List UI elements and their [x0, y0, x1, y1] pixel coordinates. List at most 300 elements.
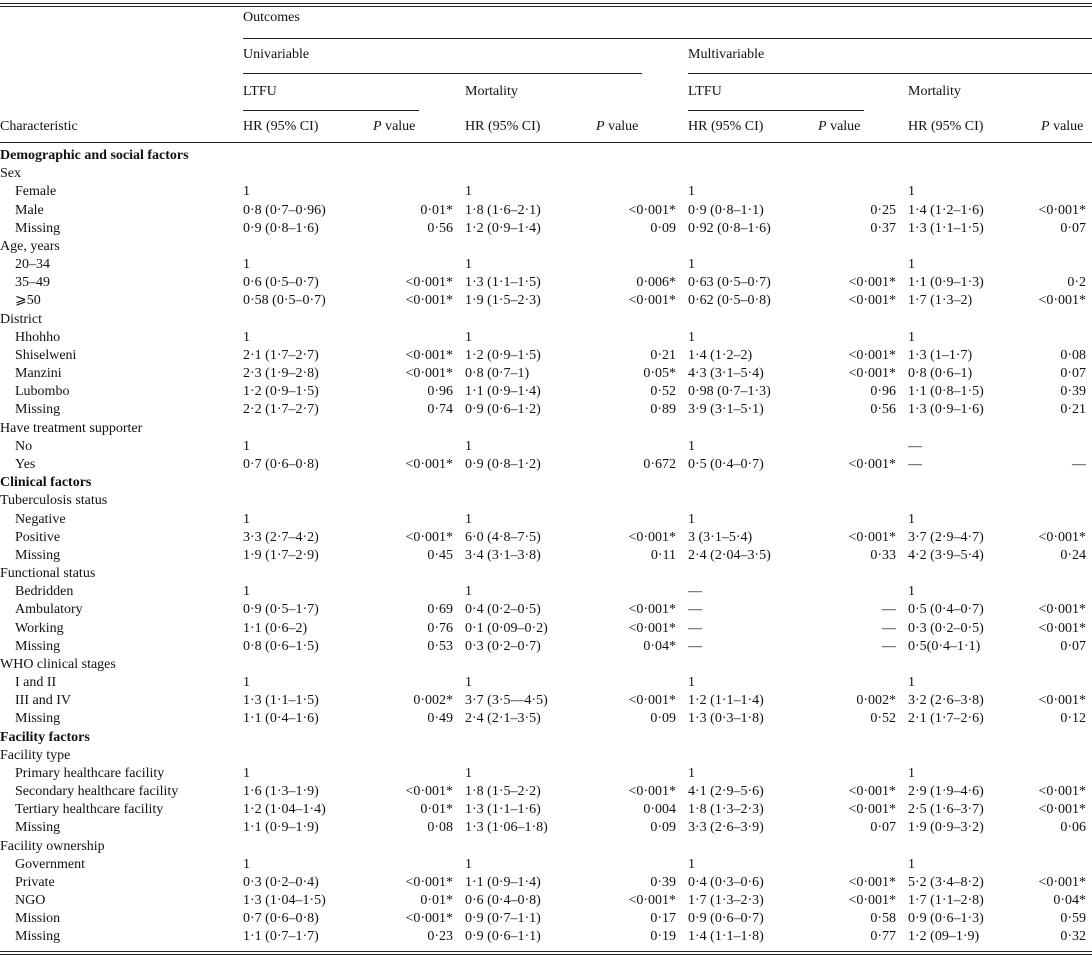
p-value-cell: <0·001*	[848, 874, 896, 890]
hr-ci-cell	[243, 420, 361, 438]
p-value-cell: <0·001*	[848, 275, 896, 291]
hr-ci-cell: —	[688, 620, 702, 636]
table-row	[0, 583, 1092, 601]
hr-ci-cell	[908, 147, 1034, 165]
p-value-cell	[804, 238, 908, 256]
hr-ci-cell: 0·9 (0·6–0·7)	[688, 911, 764, 927]
p-letter: P	[373, 119, 382, 134]
p-value-cell	[804, 729, 908, 747]
hr-ci-cell: 1·7 (1·3–2·3)	[688, 893, 764, 909]
hr-ci-cell: 0·8 (0·7–1)	[465, 366, 530, 382]
p-value-cell: <0·001*	[1038, 620, 1086, 636]
univariable-rule	[243, 73, 642, 74]
row-label: Hhohho	[15, 329, 61, 345]
hr-ci-cell: 1·4 (1·1–1·8)	[688, 929, 764, 945]
group-label: WHO clinical stages	[0, 656, 116, 672]
p-value-cell	[585, 674, 688, 692]
p-value-cell: —	[882, 638, 896, 654]
header-characteristic: Characteristic	[0, 119, 78, 134]
row-label: Missing	[15, 402, 61, 418]
hr-ci-cell: 6·0 (4·8–7·5)	[465, 529, 541, 545]
hr-ci-cell	[465, 147, 585, 165]
table-row	[0, 274, 1092, 292]
p-value-cell	[361, 438, 465, 456]
header-hr-2: HR (95% CI)	[465, 119, 541, 134]
p-value-cell	[585, 147, 688, 165]
p-value-cell: 0·07	[1060, 366, 1086, 382]
hr-ci-cell	[465, 165, 585, 183]
hr-ci-cell	[465, 838, 585, 856]
hr-ci-cell: 1	[688, 329, 695, 345]
p-value-cell	[585, 238, 688, 256]
hr-ci-cell: 0·3 (0·2–0·7)	[465, 638, 541, 654]
hr-ci-cell: 0·4 (0·2–0·5)	[465, 602, 541, 618]
row-label: Female	[15, 184, 57, 200]
table-row	[0, 765, 1092, 783]
hr-ci-cell: 1·3 (1·04–1·5)	[243, 893, 326, 909]
hr-ci-cell	[908, 656, 1034, 674]
section-label: Facility factors	[0, 729, 90, 745]
table-row	[0, 619, 1092, 637]
hr-ci-cell: 1	[908, 511, 915, 527]
p-value-cell	[361, 656, 465, 674]
row-label: Manzini	[15, 366, 62, 382]
p-value-cell	[361, 583, 465, 601]
p-value-cell	[804, 656, 908, 674]
hr-ci-cell: 0·6 (0·4–0·8)	[465, 893, 541, 909]
hr-ci-cell: 0·9 (0·8–1·6)	[243, 220, 319, 236]
hr-ci-cell: 2·3 (1·9–2·8)	[243, 366, 319, 382]
hr-ci-cell: 1	[465, 184, 472, 200]
p-value-cell: 0·56	[427, 220, 453, 236]
p-value-cell	[585, 474, 688, 492]
header-hr-3: HR (95% CI)	[688, 119, 764, 134]
hr-ci-cell: —	[688, 638, 702, 654]
hr-ci-cell: —	[908, 457, 922, 472]
p-value-cell	[1034, 256, 1092, 274]
hr-ci-cell: —	[688, 602, 702, 618]
hr-ci-cell: 1	[243, 511, 250, 527]
row-label: Private	[15, 874, 55, 890]
p-value-cell: <0·001*	[628, 620, 676, 636]
hr-ci-cell	[243, 729, 361, 747]
p-value-cell	[585, 729, 688, 747]
p-value-cell: <0·001*	[848, 457, 896, 472]
p-value-cell: 0·49	[427, 711, 453, 727]
p-value-cell	[361, 165, 465, 183]
p-value-cell: 0·04*	[1053, 893, 1086, 909]
hr-ci-cell: 1·8 (1·3–2·3)	[688, 802, 764, 818]
p-value-cell	[804, 565, 908, 583]
hr-ci-cell: 1	[465, 257, 472, 273]
p-value-cell: 0·23	[427, 929, 453, 945]
table-row	[0, 365, 1092, 383]
p-value-cell: 0·52	[650, 384, 676, 400]
hr-ci-cell: 1	[465, 856, 472, 872]
header-uni-mortality: Mortality	[465, 84, 518, 99]
top-rule-2	[0, 6, 1092, 7]
row-label: Bedridden	[15, 584, 74, 600]
row-label: NGO	[15, 893, 46, 909]
p-value-cell	[361, 256, 465, 274]
p-value-cell: 0·12	[1060, 711, 1086, 727]
group-row	[0, 492, 1092, 510]
row-label: Positive	[15, 529, 61, 545]
hr-ci-cell: 0·98 (0·7–1·3)	[688, 384, 771, 400]
p-value-cell: 0·74	[427, 402, 453, 418]
p-value-cell	[804, 856, 908, 874]
p-value-cell: <0·001*	[848, 347, 896, 363]
table-row	[0, 692, 1092, 710]
row-label: Tertiary healthcare facility	[15, 802, 164, 818]
p-value-cell	[361, 420, 465, 438]
hr-ci-cell: 1	[465, 765, 472, 781]
p-value-cell: <0·001*	[405, 784, 453, 800]
p-value-cell	[1034, 838, 1092, 856]
p-value-cell	[804, 329, 908, 347]
hr-ci-cell	[243, 656, 361, 674]
group-label: Facility ownership	[0, 838, 105, 854]
p-value-cell	[585, 183, 688, 201]
top-rule-1	[0, 3, 1092, 4]
p-value-cell: 0·11	[650, 547, 676, 563]
p-value-cell	[1034, 747, 1092, 765]
p-value-cell	[361, 565, 465, 583]
group-row	[0, 656, 1092, 674]
hr-ci-cell: 1	[688, 257, 695, 273]
p-value-cell: 0·09	[650, 220, 676, 236]
hr-ci-cell: 1	[688, 438, 695, 454]
hr-ci-cell: 0·4 (0·3–0·6)	[688, 874, 764, 890]
hr-ci-cell: 1	[243, 184, 250, 200]
hr-ci-cell: 1·1 (0·6–2)	[243, 620, 308, 636]
hr-ci-cell	[243, 492, 361, 510]
table-row	[0, 928, 1092, 946]
p-value-cell	[804, 747, 908, 765]
hr-ci-cell: 1	[908, 257, 915, 273]
p-value-cell	[585, 420, 688, 438]
hr-ci-cell: 0·9 (0·8–1·2)	[465, 457, 541, 472]
p-value-cell	[585, 565, 688, 583]
row-label: Lubombo	[15, 384, 70, 400]
p-value-cell: <0·001*	[405, 293, 453, 309]
p-value-cell: 0·08	[427, 820, 453, 836]
p-value-cell: 0·96	[870, 384, 896, 400]
p-value-cell: 0·19	[650, 929, 676, 945]
p-value-word: value	[381, 119, 416, 134]
row-label: Yes	[15, 457, 36, 472]
p-value-cell: <0·001*	[628, 529, 676, 545]
hr-ci-cell: 0·58 (0·5–0·7)	[243, 293, 326, 309]
hr-ci-cell	[688, 238, 804, 256]
p-value-cell: <0·001*	[1038, 784, 1086, 800]
p-value-cell	[804, 583, 908, 601]
hr-ci-cell	[465, 492, 585, 510]
p-value-cell	[361, 856, 465, 874]
p-value-cell: <0·001*	[628, 602, 676, 618]
p-value-cell	[1034, 165, 1092, 183]
p-value-cell: <0·001*	[848, 293, 896, 309]
row-label: Government	[15, 856, 85, 872]
hr-ci-cell: 1	[908, 675, 915, 691]
hr-ci-cell: 0·6 (0·5–0·7)	[243, 275, 319, 291]
hr-ci-cell: 1·2 (09–1·9)	[908, 929, 980, 945]
p-value-cell: 0·01*	[420, 802, 453, 818]
table-row	[0, 438, 1092, 456]
hr-ci-cell: 1·3 (0·3–1·8)	[688, 711, 764, 727]
hr-ci-cell: 2·9 (1·9–4·6)	[908, 784, 984, 800]
p-value-cell	[1034, 583, 1092, 601]
hr-ci-cell	[243, 165, 361, 183]
hr-ci-cell: 1·2 (1·1–1·4)	[688, 693, 764, 709]
p-value-cell	[361, 510, 465, 528]
table-row	[0, 202, 1092, 220]
p-value-cell: <0·001*	[405, 457, 453, 472]
p-value-cell: <0·001*	[1038, 293, 1086, 309]
p-value-cell: <0·001*	[405, 529, 453, 545]
p-value-cell: 0·17	[650, 911, 676, 927]
p-value-cell: 0·25	[870, 202, 896, 218]
hr-ci-cell	[688, 656, 804, 674]
hr-ci-cell: 1	[243, 584, 250, 600]
hr-ci-cell: 1	[908, 765, 915, 781]
hr-ci-cell	[688, 838, 804, 856]
hr-ci-cell: 0·9 (0·8–1·1)	[688, 202, 764, 218]
hr-ci-cell: 1	[688, 675, 695, 691]
p-value-cell: <0·001*	[1038, 693, 1086, 709]
hr-ci-cell: 1	[688, 856, 695, 872]
hr-ci-cell: 1·3 (0·9–1·6)	[908, 402, 984, 418]
p-value-cell: <0·001*	[1038, 202, 1086, 218]
row-label: ⩾50	[15, 293, 41, 309]
p-value-cell	[361, 747, 465, 765]
hr-ci-cell: 1	[243, 257, 250, 273]
hr-ci-cell	[688, 565, 804, 583]
table-row	[0, 183, 1092, 201]
p-value-cell: <0·001*	[628, 693, 676, 709]
hr-ci-cell: 1	[243, 765, 250, 781]
p-value-cell: —	[882, 620, 896, 636]
p-value-cell	[585, 747, 688, 765]
p-value-cell: <0·001*	[405, 366, 453, 382]
hr-ci-cell: 0·7 (0·6–0·8)	[243, 911, 319, 927]
row-label: Mission	[15, 911, 61, 927]
hr-ci-cell: 1·2 (0·9–1·4)	[465, 220, 541, 236]
hr-ci-cell: 2·2 (1·7–2·7)	[243, 402, 319, 418]
hr-ci-cell: 1·2 (1·04–1·4)	[243, 802, 326, 818]
p-value-cell: 0·39	[1060, 384, 1086, 400]
hr-ci-cell: 0·1 (0·09–0·2)	[465, 620, 548, 636]
p-value-cell: <0·001*	[628, 784, 676, 800]
p-value-cell: 0·04*	[643, 638, 676, 654]
p-value-cell	[1034, 311, 1092, 329]
p-value-cell: 0·76	[427, 620, 453, 636]
p-value-cell	[804, 147, 908, 165]
p-value-cell: 0·21	[1060, 402, 1086, 418]
hr-ci-cell: 0·9 (0·5–1·7)	[243, 602, 319, 618]
p-value-cell: <0·001*	[848, 893, 896, 909]
header-multivariable: Multivariable	[688, 47, 765, 62]
hr-ci-cell	[688, 492, 804, 510]
row-label: Missing	[15, 929, 61, 945]
p-value-cell	[361, 765, 465, 783]
hr-ci-cell: 0·8 (0·6–1·5)	[243, 638, 319, 654]
p-value-cell	[361, 329, 465, 347]
p-value-cell	[361, 474, 465, 492]
row-label: Negative	[15, 511, 66, 527]
p-value-cell: 0·37	[870, 220, 896, 236]
hr-ci-cell: 0·8 (0·7–0·96)	[243, 202, 326, 218]
p-value-cell	[585, 656, 688, 674]
hr-ci-cell: 1	[243, 856, 250, 872]
p-value-cell	[1034, 183, 1092, 201]
header-uni-ltfu: LTFU	[243, 84, 277, 99]
p-value-cell	[585, 856, 688, 874]
hr-ci-cell: 1·3 (1·06–1·8)	[465, 820, 548, 836]
table-row	[0, 638, 1092, 656]
hr-ci-cell	[908, 492, 1034, 510]
hr-ci-cell: 1·4 (1·2–2)	[688, 347, 753, 363]
hr-ci-cell: 2·1 (1·7–2·6)	[908, 711, 984, 727]
p-value-cell: <0·001*	[848, 802, 896, 818]
hr-ci-cell: 1	[465, 675, 472, 691]
table-row	[0, 529, 1092, 547]
hr-ci-cell: 3·7 (2·9–4·7)	[908, 529, 984, 545]
p-value-cell	[804, 438, 908, 456]
p-value-word: value	[826, 119, 861, 134]
p-value-cell: <0·001*	[405, 347, 453, 363]
p-value-cell: 0·08	[1060, 347, 1086, 363]
hr-ci-cell	[688, 147, 804, 165]
hr-ci-cell	[908, 729, 1034, 747]
hr-ci-cell: 0·9 (0·6–1·2)	[465, 402, 541, 418]
p-value-cell	[585, 492, 688, 510]
hr-ci-cell: 0·9 (0·7–1·1)	[465, 911, 541, 927]
p-value-word: value	[604, 119, 639, 134]
group-label: Age, years	[0, 238, 60, 254]
p-value-cell	[361, 311, 465, 329]
group-row	[0, 565, 1092, 583]
p-value-cell	[804, 492, 908, 510]
header-hr-4: HR (95% CI)	[908, 119, 984, 134]
section-row	[0, 147, 1092, 165]
hr-ci-cell: 0·3 (0·2–0·5)	[908, 620, 984, 636]
row-label: Ambulatory	[15, 602, 83, 618]
hr-ci-cell: 3·3 (2·6–3·9)	[688, 820, 764, 836]
group-row	[0, 838, 1092, 856]
hr-ci-cell	[465, 565, 585, 583]
hr-ci-cell: 1·3 (1·1–1·5)	[243, 693, 319, 709]
row-label: I and II	[15, 675, 57, 691]
table-row	[0, 674, 1092, 692]
hr-ci-cell: 1·1 (0·7–1·7)	[243, 929, 319, 945]
hr-ci-cell	[465, 747, 585, 765]
hr-ci-cell: 0·5 (0·4–0·7)	[688, 457, 764, 472]
hr-ci-cell: 1·1 (0·9–1·4)	[465, 384, 541, 400]
p-value-cell: <0·001*	[848, 529, 896, 545]
hr-ci-cell	[908, 565, 1034, 583]
hr-ci-cell: 3·3 (2·7–4·2)	[243, 529, 319, 545]
bottom-rule-1	[0, 951, 1092, 952]
hr-ci-cell	[688, 474, 804, 492]
hr-ci-cell	[908, 311, 1034, 329]
row-label: Working	[15, 620, 64, 636]
p-letter: P	[1041, 119, 1050, 134]
p-value-cell: 0·59	[1060, 911, 1086, 927]
row-label: Missing	[15, 711, 61, 727]
p-value-cell: 0·09	[650, 820, 676, 836]
hr-ci-cell	[688, 311, 804, 329]
hr-ci-cell	[688, 420, 804, 438]
row-label: Missing	[15, 638, 61, 654]
hr-ci-cell: 1	[243, 675, 250, 691]
hr-ci-cell: 1	[465, 511, 472, 527]
p-value-cell: <0·001*	[405, 275, 453, 291]
row-label: 35–49	[15, 275, 50, 291]
row-label: No	[15, 438, 33, 454]
p-value-cell: 0·96	[427, 384, 453, 400]
hr-ci-cell: 1	[243, 438, 250, 454]
row-label: III and IV	[15, 693, 71, 709]
p-value-cell	[1034, 510, 1092, 528]
p-value-cell: <0·001*	[848, 784, 896, 800]
p-value-cell	[1034, 420, 1092, 438]
table-row	[0, 510, 1092, 528]
p-value-cell	[361, 492, 465, 510]
hr-ci-cell: 1	[688, 184, 695, 200]
p-value-cell: 0·56	[870, 402, 896, 418]
hr-ci-cell: —	[908, 438, 922, 454]
p-value-cell: <0·001*	[1038, 602, 1086, 618]
p-value-cell: 0·89	[650, 402, 676, 418]
p-value-cell	[1034, 147, 1092, 165]
hr-ci-cell: 0·9 (0·6–1·1)	[465, 929, 541, 945]
hr-ci-cell: 1	[465, 329, 472, 345]
hr-ci-cell: 0·5 (0·4–0·7)	[908, 602, 984, 618]
hr-ci-cell: 1	[908, 184, 915, 200]
p-value-cell	[804, 474, 908, 492]
p-value-cell: <0·001*	[1038, 529, 1086, 545]
p-value-cell	[585, 510, 688, 528]
hr-ci-cell: 1·1 (0·9–1·3)	[908, 275, 984, 291]
hr-ci-cell	[465, 729, 585, 747]
hr-ci-cell: 1	[465, 438, 472, 454]
p-value-cell: <0·001*	[628, 293, 676, 309]
p-value-cell: 0·01*	[420, 893, 453, 909]
hr-ci-cell	[908, 165, 1034, 183]
p-value-cell	[361, 183, 465, 201]
section-row	[0, 729, 1092, 747]
hr-ci-cell: 2·4 (2·04–3·5)	[688, 547, 771, 563]
p-value-word: value	[1049, 119, 1084, 134]
p-value-cell: 0·672	[643, 457, 676, 472]
hr-ci-cell: 1·3 (1–1·7)	[908, 347, 973, 363]
table-row	[0, 547, 1092, 565]
p-value-cell: 0·002*	[413, 693, 453, 709]
hr-ci-cell	[243, 565, 361, 583]
outcomes-rule	[243, 38, 1092, 39]
p-value-cell	[804, 510, 908, 528]
hr-ci-cell: 3·4 (3·1–3·8)	[465, 547, 541, 563]
header-p-3	[818, 119, 860, 135]
p-value-cell	[1034, 492, 1092, 510]
results-table-body	[0, 147, 1092, 947]
hr-ci-cell: 2·5 (1·6–3·7)	[908, 802, 984, 818]
p-value-cell: 0·77	[870, 929, 896, 945]
p-value-cell: 0·2	[1067, 275, 1086, 291]
p-value-cell	[585, 256, 688, 274]
p-value-cell	[1034, 438, 1092, 456]
